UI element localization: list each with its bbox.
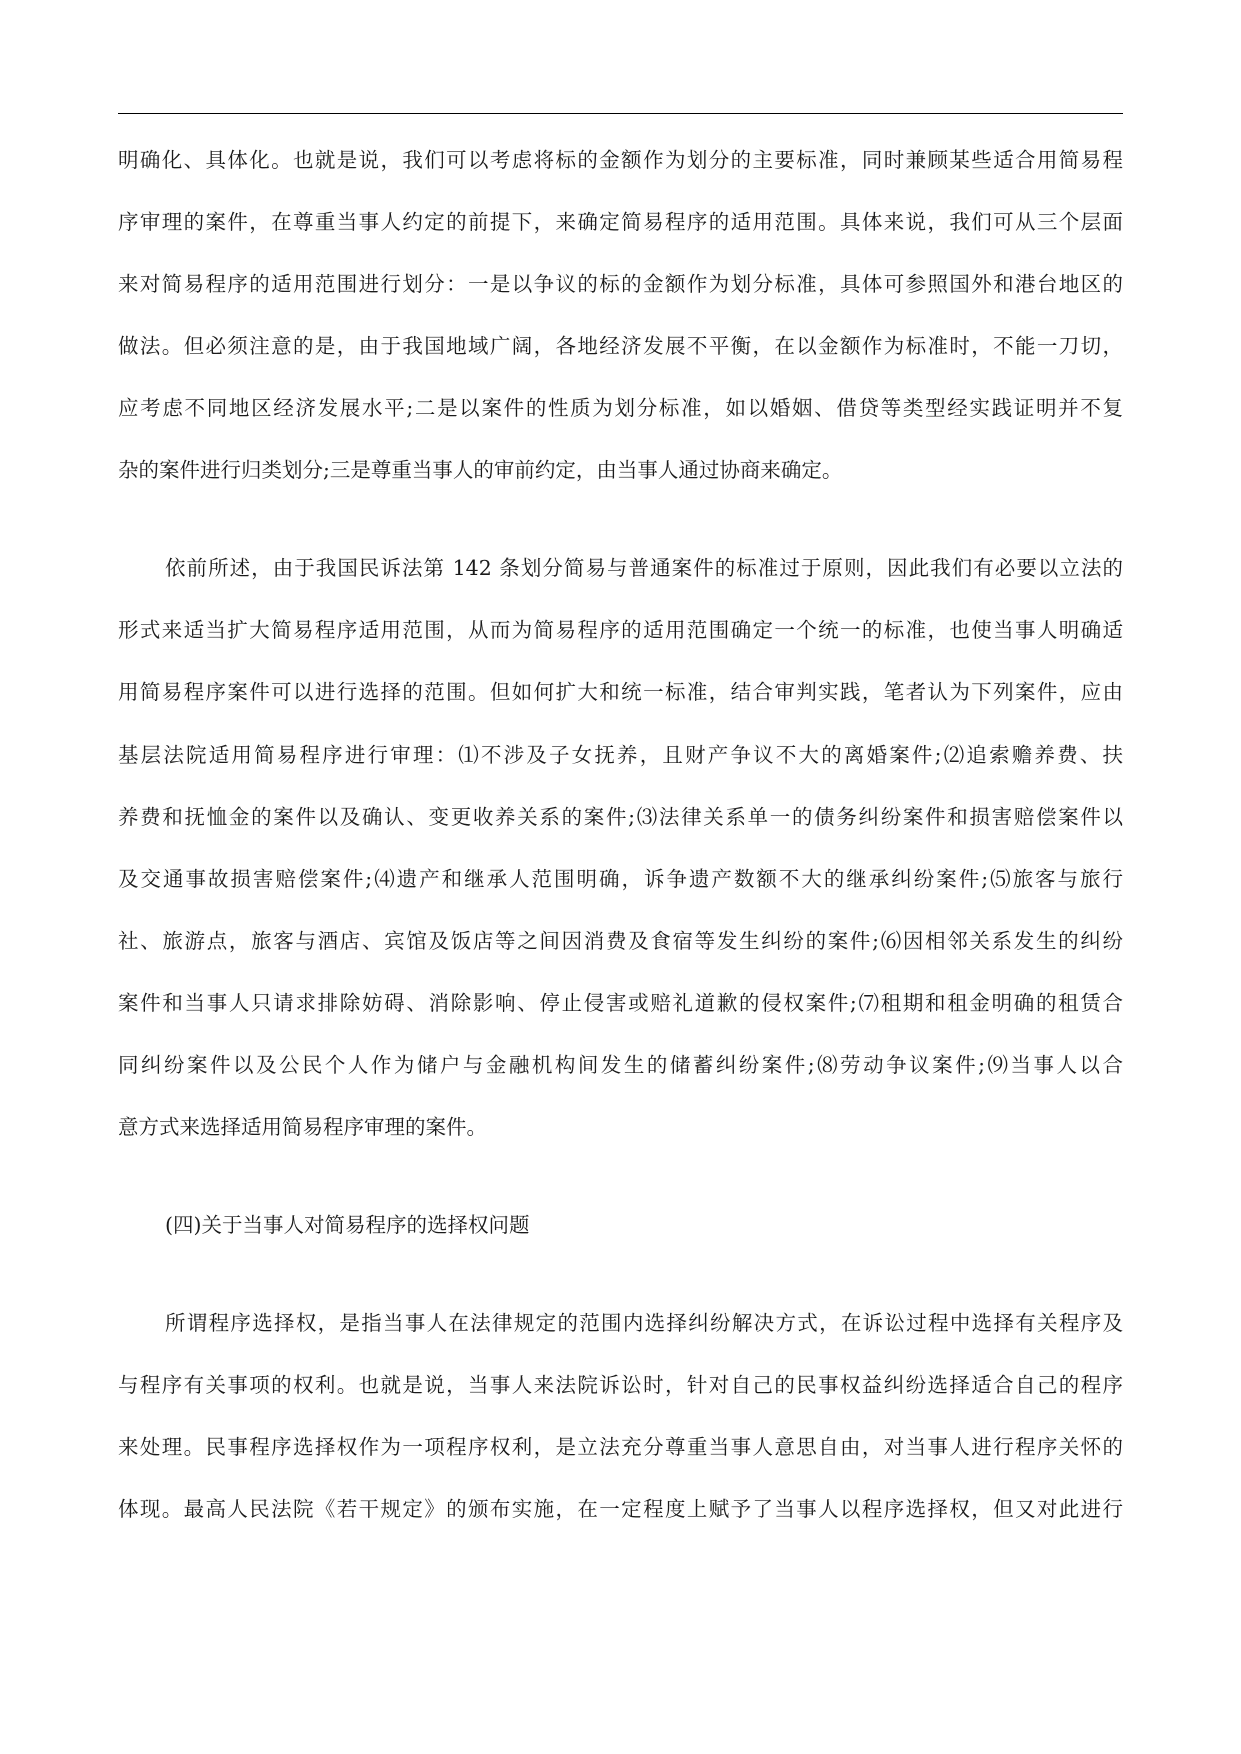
paragraph-2-line-8: 案件和当事人只请求排除妨碍、消除影响、停止侵害或赔礼道歉的侵权案件;⑺租期和租金明确的租赁合 <box>118 991 1123 1015</box>
paragraph-2-line-7: 社、旅游点，旅客与酒店、宾馆及饭店等之间因消费及食宿等发生纠纷的案件;⑹因相邻关系发生的纠纷 <box>118 929 1123 953</box>
paragraph-2-line-4: 基层法院适用简易程序进行审理：⑴不涉及子女抚养，且财产争议不大的离婚案件;⑵追索赡养费、扶 <box>118 743 1123 767</box>
paragraph-1-line-5: 应考虑不同地区经济发展水平;二是以案件的性质为划分标准，如以婚姻、借贷等类型经实践证明并不复 <box>118 396 1123 420</box>
paragraph-1-line-4: 做法。但必须注意的是，由于我国地域广阔，各地经济发展不平衡，在以金额作为标准时，不能一刀切， <box>118 334 1123 358</box>
section-heading: (四)关于当事人对简易程序的选择权问题 <box>165 1213 530 1237</box>
paragraph-2-line-1: 依前所述，由于我国民诉法第 142 条划分简易与普通案件的标准过于原则，因此我们有必要以立法的 <box>165 556 1123 580</box>
paragraph-3-line-3: 来处理。民事程序选择权作为一项程序权利，是立法充分尊重当事人意思自由，对当事人进行程序关怀的 <box>118 1435 1123 1459</box>
paragraph-3-line-2: 与程序有关事项的权利。也就是说，当事人来法院诉讼时，针对自己的民事权益纠纷选择适合自己的程序 <box>118 1373 1123 1397</box>
paragraph-2-line-6: 及交通事故损害赔偿案件;⑷遗产和继承人范围明确，诉争遗产数额不大的继承纠纷案件;⑸旅客与旅行 <box>118 867 1123 891</box>
paragraph-2-line-10: 意方式来选择适用简易程序审理的案件。 <box>118 1115 487 1139</box>
paragraph-3-line-1: 所谓程序选择权，是指当事人在法律规定的范围内选择纠纷解决方式，在诉讼过程中选择有关程序及 <box>165 1311 1123 1335</box>
paragraph-2-line-2: 形式来适当扩大简易程序适用范围，从而为简易程序的适用范围确定一个统一的标准，也使当事人明确适 <box>118 618 1123 642</box>
paragraph-3-line-4: 体现。最高人民法院《若干规定》的颁布实施，在一定程度上赋予了当事人以程序选择权，但又对此进行 <box>118 1497 1123 1521</box>
paragraph-2-line-5: 养费和抚恤金的案件以及确认、变更收养关系的案件;⑶法律关系单一的债务纠纷案件和损害赔偿案件以 <box>118 805 1123 829</box>
paragraph-2-line-9: 同纠纷案件以及公民个人作为储户与金融机构间发生的储蓄纠纷案件;⑻劳动争议案件;⑼当事人以合 <box>118 1053 1123 1077</box>
paragraph-2-line-3: 用简易程序案件可以进行选择的范围。但如何扩大和统一标准，结合审判实践，笔者认为下列案件，应由 <box>118 680 1123 704</box>
paragraph-1-line-2: 序审理的案件，在尊重当事人约定的前提下，来确定简易程序的适用范围。具体来说，我们可从三个层面 <box>118 210 1123 234</box>
paragraph-1-line-6: 杂的案件进行归类划分;三是尊重当事人的审前约定，由当事人通过协商来确定。 <box>118 458 843 482</box>
header-rule <box>118 113 1123 114</box>
paragraph-1-line-3: 来对简易程序的适用范围进行划分：一是以争议的标的金额作为划分标准，具体可参照国外和港台地区的 <box>118 272 1123 296</box>
paragraph-1-line-1: 明确化、具体化。也就是说，我们可以考虑将标的金额作为划分的主要标准，同时兼顾某些适合用简易程 <box>118 148 1123 172</box>
